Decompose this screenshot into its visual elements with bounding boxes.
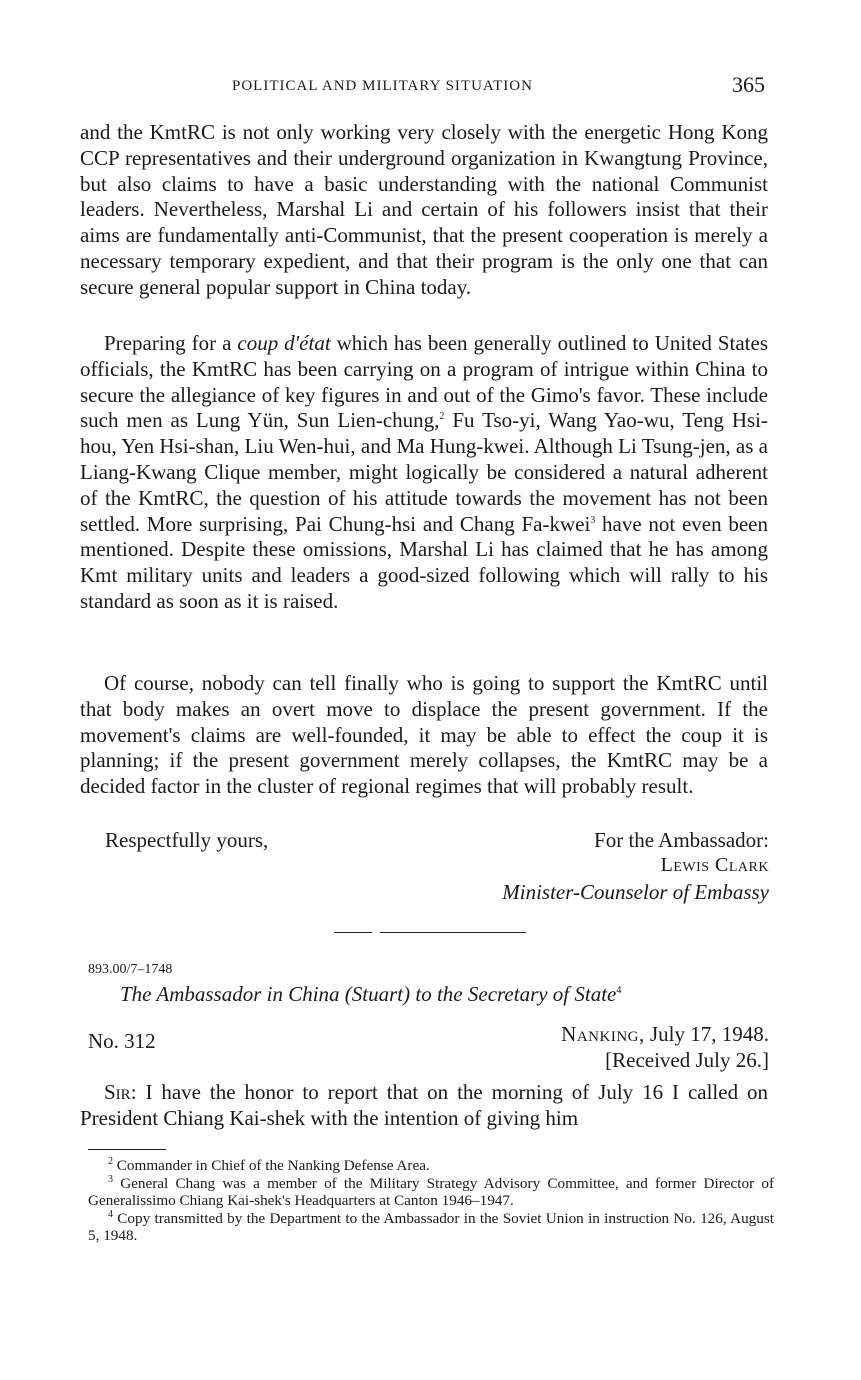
complimentary-close: Respectfully yours, — [105, 828, 269, 852]
footnote-mark: 3 — [108, 1173, 113, 1185]
footnote-text: Commander in Chief of the Nanking Defense Area. — [113, 1157, 430, 1174]
letter-opening — [80, 1080, 768, 1132]
paragraph-2 — [80, 331, 768, 615]
footnote-text: General Chang was a member of the Military Strategy Advisory Committee, and former Director of Generalissimo Chiang Kai-shek's Headquarters at Canton 1946–1947. — [88, 1174, 774, 1209]
salutation: Sir — [104, 1080, 131, 1104]
paragraph-1: and the KmtRC is not only working very closely with the energetic Hong Kong CCP representatives and their underground organization in Kwangtung Province, but also claims to have a basic understanding with the national Communist leaders. Nevertheless, Marshal Li and certain of his followers insist that their aims are fundamentally anti-Communist, that the present cooperation is merely a necessary temporary expedient, and that their program is the only one that can secure general popular support in China today. — [80, 120, 768, 299]
footnote-mark: 4 — [108, 1208, 113, 1220]
footnote-text: Copy transmitted by the Department to the Ambassador in the Soviet Union in instruction No. 126, August 5, 1948. — [88, 1209, 774, 1244]
footnotes — [88, 1157, 774, 1245]
document-title — [120, 982, 621, 1007]
separator-rule-short — [334, 932, 372, 933]
footnote-ref-4[interactable]: 4 — [616, 985, 622, 996]
footnote-rule — [88, 1149, 166, 1150]
received-date: [Received July 26.] — [605, 1048, 769, 1072]
page-number: 365 — [732, 72, 765, 97]
document-number: No. 312 — [88, 1029, 156, 1053]
paragraph-3: Of course, nobody can tell finally who is going to support the KmtRC until that body makes an overt move to displace the present government. If the movement's claims are well-founded, it may be able to effect the coup it is planning; if the present government merely collapses, the KmtRC may be a decided factor in the cluster of regional regimes that will probably result. — [80, 671, 768, 799]
paragraph-2-text-c: Fu Tso-yi, Wang Yao-wu, Teng Hsi-hou, Yen Hsi-shan, Liu Wen-hui, and Ma Hung-kwei. Although Li Tsung-jen, as a Liang-Kwang Clique member, might logically be considered a natural adherent of the KmtRC, the question of his attitude towards the movement has not been settled. More surprising, Pai Chung-hsi and Chang Fa-kwei — [80, 408, 768, 536]
dateline — [561, 1022, 769, 1047]
paragraph-2-italic: coup d'état — [237, 331, 331, 355]
footnote-ref-3[interactable]: 3 — [590, 514, 596, 526]
dateline-date: July 17, 1948. — [644, 1022, 769, 1046]
signer-title: Minister-Counselor of Embassy — [502, 880, 769, 904]
separator-rule-long — [380, 932, 526, 933]
running-header: POLITICAL AND MILITARY SITUATION — [232, 78, 533, 94]
signature-for-line: For the Ambassador: — [594, 828, 769, 852]
paragraph-2-text-a: Preparing for a — [104, 331, 238, 355]
footnote-2 — [88, 1157, 774, 1175]
paragraph-2-text-d: have not even been mentioned. Despite these omissions, Marshal Li has claimed that he has among Kmt military units and leaders a good-sized following which will rally to his standard as soon as it is raised. — [80, 511, 768, 613]
paragraph-2-text-b: which has been generally outlined to United States officials, the KmtRC has been carrying on a program of intrigue within China to secure the allegiance of key figures in and out of the Gimo's favor. These include such men as Lung Yün, Sun Lien-chung, — [80, 331, 768, 433]
footnote-ref-2[interactable]: 2 — [439, 411, 445, 423]
document-title-text: The Ambassador in China (Stuart) to the Secretary of State — [120, 982, 617, 1006]
footnote-3 — [88, 1175, 774, 1210]
footnote-mark: 2 — [108, 1155, 113, 1167]
footnote-4 — [88, 1210, 774, 1245]
letter-opening-text: : I have the honor to report that on the morning of July 16 I called on President Chiang Kai-shek with the intention of giving him — [80, 1080, 768, 1130]
file-number: 893.00/7–1748 — [88, 962, 173, 977]
dateline-place: Nanking, — [561, 1022, 645, 1046]
signer-name: Lewis Clark — [660, 854, 769, 876]
